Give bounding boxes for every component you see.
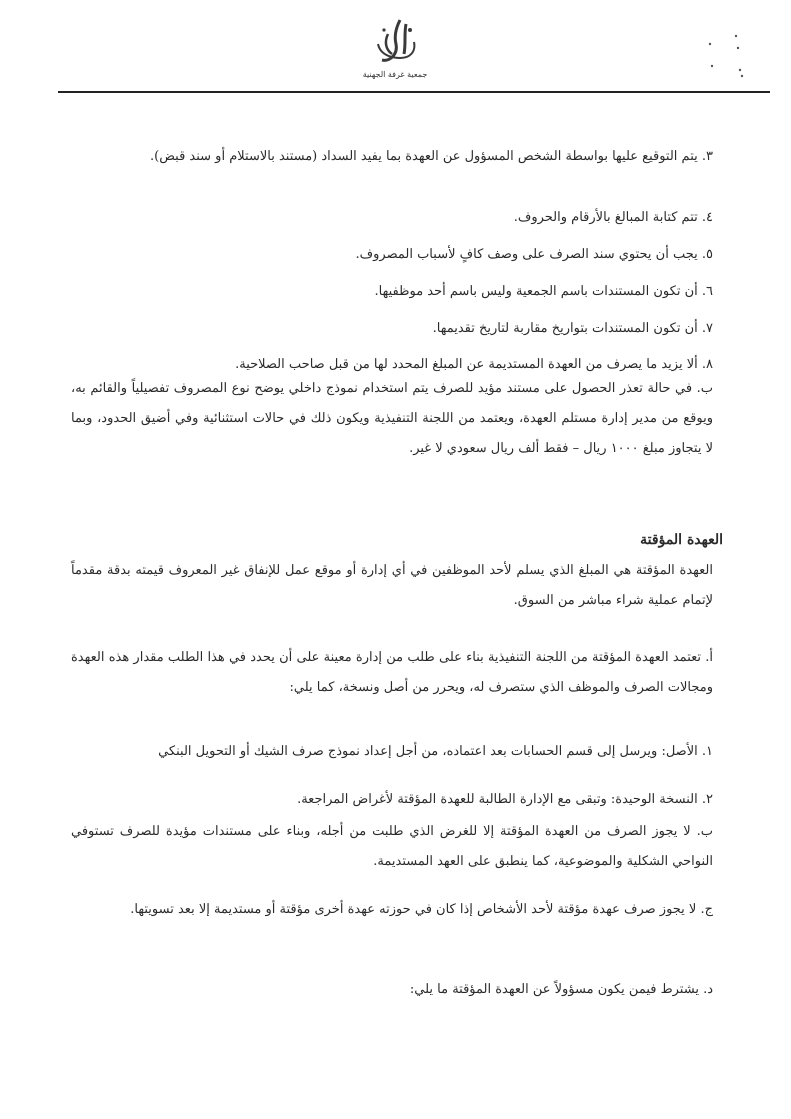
paragraph-item-8: ٨. ألا يزيد ما يصرف من العهدة المستديمة عن المبلغ المحدد لها من قبل صاحب الصلاحية. (235, 357, 713, 372)
association-logo (360, 14, 430, 84)
paragraph-b-spending: ب. لا يجوز الصرف من العهدة المؤقتة إلا للغرض الذي طلبت من أجله، وبناء على مستندات مؤيدة للصرف تستوفي النواحي الشكلية والموضوعية، كما ينطبق على العهد المستديمة. (71, 824, 713, 869)
paragraph-c-restriction: ج. لا يجوز صرف عهدة مؤقتة لأحد الأشخاص إذا كان في حوزته عهدة أخرى مؤقتة أو مستديمة إلا بعد تسويتها. (130, 902, 713, 917)
section-heading-temporary-custody: العهدة المؤقتة (640, 532, 723, 548)
logo-caption: جمعية غرفة الجهنية (362, 70, 428, 79)
paragraph-a-approval: أ. تعتمد العهدة المؤقتة من اللجنة التنفيذية بناء على طلب من إدارة معينة على أن يحدد في هذا الطلب مقدار هذه العهدة ومجالات الصرف والموظف الذي ستصرف له، ويحرر من أصل ونسخة، كما يلي: (71, 650, 713, 695)
paragraph-b-exception: ب. في حالة تعذر الحصول على مستند مؤيد للصرف يتم استخدام نموذج داخلي يوضح نوع المصروف تفصيلياً والقائم به، ويوقع من مدير إدارة مستلم العهدة، ويعتمد من اللجنة التنفيذية ويكون ذلك في حالات استثنائية وفي أضيق الحدود، وبما لا يتجاوز مبلغ ١٠٠٠ ريال – فقط ألف ريال سعودي لا غير. (71, 381, 713, 456)
paragraph-definition: العهدة المؤقتة هي المبلغ الذي يسلم لأحد الموظفين في أي إدارة أو موقع عمل للإنفاق غير المعروف قيمته بدقة مقدماً لإتمام عملية شراء مباشر من السوق. (71, 563, 713, 608)
paragraph-single-copy: ٢. النسخة الوحيدة: وتبقى مع الإدارة الطالبة للعهدة المؤقتة لأغراض المراجعة. (297, 792, 713, 807)
paragraph-item-4: ٤. تتم كتابة المبالغ بالأرقام والحروف. (513, 210, 713, 225)
paragraph-item-7: ٧. أن تكون المستندات بتواريخ مقاربة لتاريخ تقديمها. (432, 321, 713, 336)
header-divider (58, 91, 770, 93)
paragraph-item-3: ٣. يتم التوقيع عليها بواسطة الشخص المسؤول عن العهدة بما يفيد السداد (مستند بالاستلام أو سند قبض). (150, 149, 713, 164)
paragraph-d-conditions: د. يشترط فيمن يكون مسؤولاً عن العهدة المؤقتة ما يلي: (409, 982, 713, 997)
corner-marks (700, 28, 760, 88)
paragraph-original-copy: ١. الأصل: ويرسل إلى قسم الحسابات بعد اعتماده، من أجل إعداد نموذج صرف الشيك أو التحويل البنكي (158, 744, 713, 759)
paragraph-item-5: ٥. يجب أن يحتوي سند الصرف على وصف كافٍ لأسباب المصروف. (355, 247, 713, 262)
paragraph-item-6: ٦. أن تكون المستندات باسم الجمعية وليس باسم أحد موظفيها. (374, 284, 713, 299)
